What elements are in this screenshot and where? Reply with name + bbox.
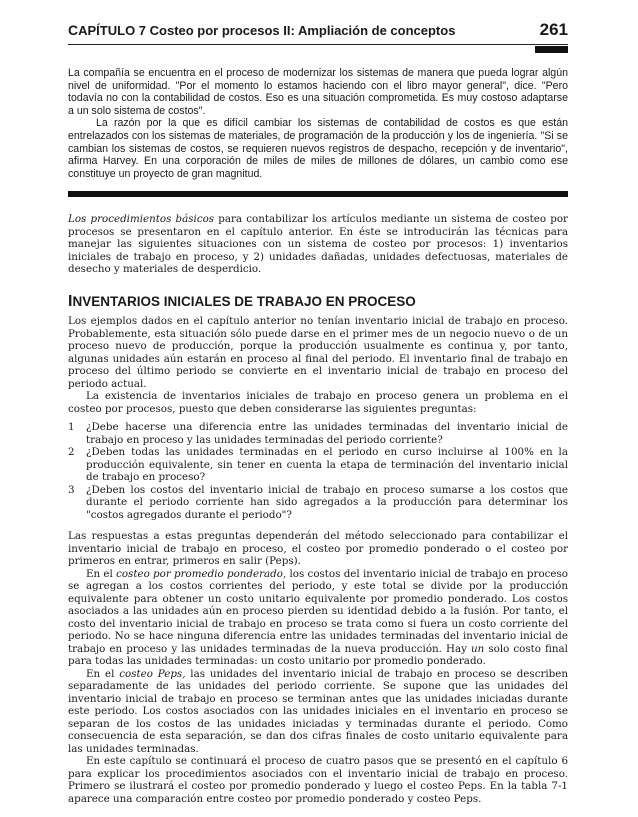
chapter-title-initial: C [68, 22, 79, 38]
list-item-text: ¿Debe hacerse una diferencia entre las unidades terminadas del inventario inicial de trabajo en proceso y las unidades terminadas del periodo corriente? [86, 421, 568, 446]
page-number: 261 [539, 20, 568, 39]
body-paragraph-1: Los ejemplos dados en el capítulo anterior no tenían inventario inicial de trabajo en proceso. Probablemente, esta situación sólo puede darse en el primer mes de un negocio nuevo o de un proceso nuevo de producción, porque la producción usualmente es continua y, por tanto, algunas unidades aún estarán en proceso al final del periodo. El inventario final de trabajo en proceso del último periodo se convierte en el inventario inicial de trabajo en proceso del periodo actual. [68, 315, 568, 390]
body-paragraph-5 [68, 668, 568, 756]
case-paragraph-1: La compañía se encuentra en el proceso de modernizar los sistemas de manera que pueda lograr algún nivel de uniformidad. "Por el momento lo estamos haciendo con el libro mayor general", dice. "Pero todavía no con la contabilidad de costos. Eso es una situación comprometida. Es muy costoso adaptarse a un solo sistema de costos". [68, 67, 568, 117]
summary-paragraph [68, 213, 568, 276]
list-item-text: ¿Deben los costos del inventario inicial de trabajo en proceso sumarse a los costos que durante el periodo corriente han sido agregados a la producción para determinar los "costos agregados durante el periodo"? [86, 483, 568, 521]
section-divider [68, 191, 568, 197]
section-heading [68, 293, 568, 311]
summary-text: para contabilizar los artículos mediante un sistema de costeo por procesos se presentaron en el capítulo anterior. En éste se introducirán las técnicas para manejar las siguientes situaciones con un sistema de costeo por procesos: 1) inventarios iniciales de trabajo en proceso, y 2) unidades dañadas, unidades defectuosas, materiales de desecho y materiales de desperdicio. [68, 213, 568, 275]
section-body [68, 315, 568, 805]
p4-italic-term: costeo por promedio ponderado, [116, 567, 287, 580]
chapter-title [68, 22, 455, 38]
section-heading-initial: I [68, 293, 73, 310]
case-excerpt [68, 67, 568, 180]
body-paragraph-6: En este capítulo se continuará el proceso de cuatro pasos que se presentó en el capítulo 6 para explicar los procedimientos asociados con el inventario inicial de trabajo en proceso. Primero se ilustrará el costeo por promedio ponderado y luego el costeo Peps. En la tabla 7-1 aparece una comparación entre costeo por promedio ponderado y costeo Peps. [68, 755, 568, 805]
list-item-text: ¿Deben todas las unidades terminadas en el periodo en curso incluirse al 100% en la producción equivalente, sin tener en cuenta la etapa de terminación del inventario inicial de trabajo en proceso? [86, 446, 568, 483]
body-paragraph-2: La existencia de inventarios iniciales de trabajo en proceso genera un problema en el costeo por procesos, puesto que deben considerarse las siguientes preguntas: [68, 390, 568, 415]
header-rule [68, 44, 568, 45]
p4-text-b: los costos del inventario inicial de trabajo en proceso se agregan a los costos corrientes del periodo, y este total se divide por la producción equivalente para obtener un costo unitario equivalente por promedio ponderado. Los costos asociados a las unidades aún en proceso pierden su identidad debido a la fusión. Por tanto, el costo del inventario inicial de trabajo en proceso se trata como si fuera un costo corriente del periodo. No se hace ninguna diferencia entre las unidades terminadas del inventario inicial de trabajo en proceso y las unidades terminadas de la nueva producción. Hay [68, 567, 568, 655]
p4-text-a: En el [86, 567, 117, 580]
chapter-title-text: APÍTULO 7 Costeo por procesos II: Ampliación de conceptos [78, 23, 456, 38]
list-item [68, 446, 568, 484]
list-item-number: 2 [68, 446, 75, 458]
p5-text-a: En el [86, 667, 120, 680]
p4-italic-un: un [471, 642, 485, 655]
p5-text-b: las unidades del inventario inicial de trabajo en proceso se describen separadamente de las unidades del periodo corriente. Se supone que las unidades del inventario inicial de trabajo en proceso se terminan antes que las unidades iniciadas durante este periodo. Los costos asociados con las unidades iniciales en el inventario en proceso se separan de los costos de las unidades iniciadas y terminadas durante el periodo. Como consecuencia de esta separación, se dan dos cifras finales de costo unitario equivalente para las unidades terminadas. [68, 667, 568, 755]
chapter-summary [68, 213, 568, 276]
header-tab-marker [535, 46, 568, 53]
section-heading-text: NVENTARIOS INICIALES DE TRABAJO EN PROCESO [72, 294, 416, 309]
body-paragraph-3: Las respuestas a estas preguntas dependerán del método seleccionado para contabilizar el inventario inicial de trabajo en proceso, el costeo por promedio ponderado o el costeo por primeros en entrar, primeros en salir (Peps). [68, 530, 568, 567]
list-item-number: 1 [68, 421, 75, 433]
p5-italic-term: costeo Peps, [119, 667, 186, 680]
body-paragraph-4 [68, 568, 568, 668]
list-item [68, 484, 568, 522]
list-item [68, 421, 568, 446]
summary-italic-lead: Los procedimientos básicos [68, 213, 215, 225]
p4-text-c: solo costo final para todas las unidades terminadas: un costo unitario por promedio ponderado. [68, 642, 568, 667]
case-paragraph-2: La razón por la que es difícil cambiar los sistemas de contabilidad de costos es que están entrelazados con los sistemas de materiales, de programación de la producción y los de ingeniería. "Si se cambian los sistemas de costos, se requieren nuevos registros de despacho, recepción y de inventario", afirma Harvey. En una corporación de miles de miles de millones de dólares, un cambio como ese constituye un proyecto de gran magnitud. [68, 117, 568, 180]
running-header [68, 22, 568, 44]
questions-list [68, 421, 568, 521]
list-item-number: 3 [68, 483, 75, 496]
